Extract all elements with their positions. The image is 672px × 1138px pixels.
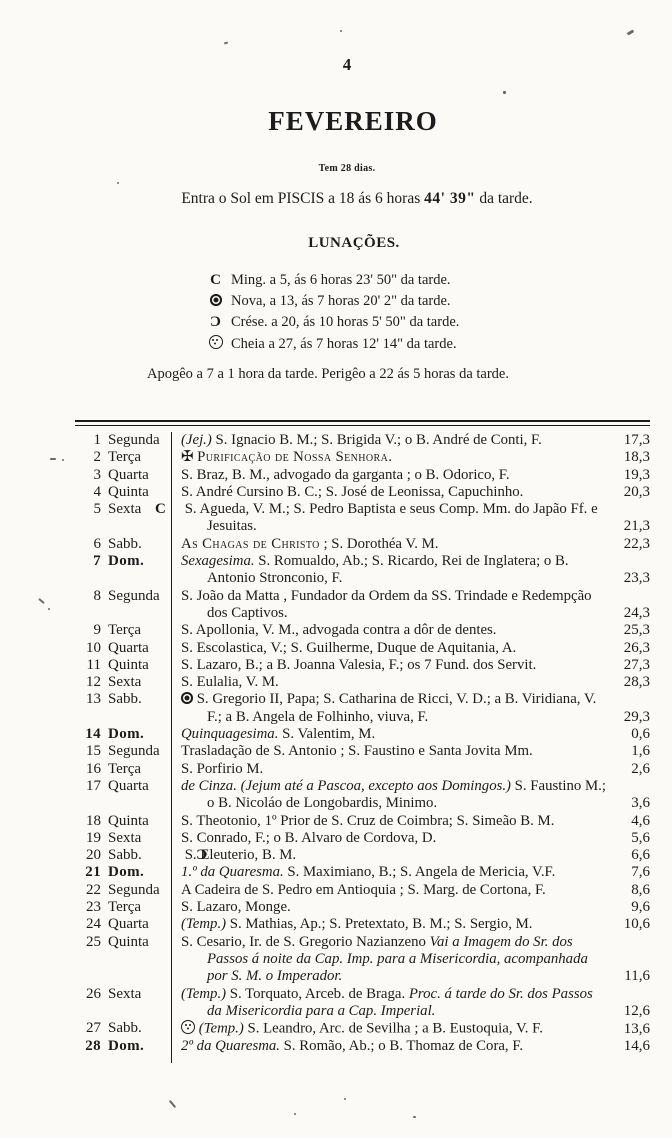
lunations-title: LUNAÇÕES. [308,235,400,251]
entry-text: S. Leandro, Arc. de Sevilha ; a B. Eustoquia, V. F. [243,1020,543,1037]
sun-entry-suffix: da tarde. [475,190,533,207]
entry-text: Sexagesima. [181,553,255,570]
weekday-label: Sabb. [108,847,142,864]
saints-entry [171,674,608,691]
saints-entry [171,899,608,916]
moon-age-value: 2,6 [631,760,650,777]
ink-speck [413,1116,416,1118]
sun-entry-time: 44' 39" [424,190,476,207]
weekday-label: Quarta [108,777,149,794]
moon-age-value: 23,3 [623,570,650,587]
crescent-moon-icon [210,315,221,330]
weekday-label: Dom. [108,726,145,743]
day-number: 3 [93,466,101,483]
weekday-label: Sexta [108,985,142,1002]
sun-entry-text: Entra o Sol em PISCIS a 18 ás 6 horas [181,190,425,207]
lunation-text: Ming. a 5, ás 6 horas 23' 50" da tarde. [231,272,451,288]
entry-text: S. Mathias, Ap.; S. Pretextato, B. M.; S. Sergio, M. [226,916,533,933]
day-number: 25 [86,933,101,950]
lunation-icon-box [207,272,224,289]
lunation-icon-box [207,293,224,310]
ink-speck [627,29,635,35]
day-number: 2 [93,449,101,466]
full-moon-icon [181,1020,195,1034]
moon-age-value: 19,3 [623,466,650,483]
moon-age-value: 0,6 [631,726,650,743]
day-number: 27 [86,1020,101,1037]
apogee-perigee-line: Apogêo a 7 a 1 hora da tarde. Perigêo a 22 ás 5 horas da tarde. [147,366,509,382]
moon-age-value: 24,3 [623,604,650,621]
day-number: 24 [86,916,101,933]
saints-entry [171,916,608,933]
entry-text: S. Theotonio, 1º Prior de S. Cruz de Coimbra; S. Simeão B. M. [181,812,555,829]
moon-age-value: 13,6 [623,1020,650,1037]
day-number: 8 [93,587,101,604]
saints-calendar-table [75,420,650,1063]
day-number: 6 [93,535,101,552]
lunation-text: Crése. a 20, ás 10 horas 5' 50" da tarde. [231,314,460,330]
moon-age-value: 18,3 [623,449,650,466]
weekday-label: Sexta [108,829,142,846]
day-number: 10 [86,639,101,656]
table-top-rule [75,420,650,426]
calendar-row [75,588,650,623]
moon-age-value: 20,3 [623,483,650,500]
ink-speck [48,608,50,610]
entry-text: 2º da Quaresma. [181,1037,280,1054]
ink-speck [294,1113,296,1115]
weekday-label: Sabb. [108,535,142,552]
calendar-row [75,899,650,916]
weekday-label: Segunda [108,743,160,760]
weekday-label: Quarta [108,916,149,933]
calendar-row [75,622,650,639]
entry-text: S. Torquato, Arceb. de Braga. [226,985,409,1002]
weekday-label: Quarta [108,466,149,483]
weekday-label: Sabb. [108,1020,142,1037]
calendar-rows [75,432,650,1055]
calendar-row [75,1020,650,1038]
lunation-icon-box [207,335,224,353]
entry-text: S. Eleuterio, B. M. [181,847,297,864]
entry-text: S. Romualdo, Ab.; S. Ricardo, Rei de Inglatera; o B. Antonio Stronconio, F. [207,553,569,587]
lunation-row [207,314,459,335]
calendar-row [75,761,650,778]
calendar-row [75,674,650,691]
lunation-row [207,293,459,314]
day-number: 12 [86,674,101,691]
lunations-list [207,272,459,356]
weekday-label: Sabb. [108,691,142,708]
weekday-label: Quarta [108,639,149,656]
entry-text: S. André Cursino B. C.; S. José de Leonissa, Capuchinho. [181,483,524,500]
calendar-row [75,726,650,743]
waning-moon-icon [210,273,221,288]
saints-entry [171,986,608,1021]
saints-entry [171,449,608,466]
lunation-row [207,335,459,356]
calendar-row [75,847,650,864]
calendar-row [75,813,650,830]
saints-entry [171,501,608,536]
entry-text: S. Valentim, M. [278,726,376,743]
entry-text: Quinquagesima. [181,726,279,743]
entry-text: S. Faustino M.; o B. Nicoláo de Longobardis, Minimo. [207,777,606,812]
entry-text: ; S. Dorothéa V. M. [319,535,439,552]
ink-speck [224,41,228,44]
moon-age-value: 1,6 [631,743,650,760]
moon-age-value: 11,6 [624,968,650,985]
day-number: 16 [86,760,101,777]
weekday-label: Quinta [108,933,149,950]
entry-text: S. Gregorio II, Papa; S. Catharina de Ricci, V. D.; a B. Viridiana, V. F.; a B. Angela de Folhinho, viuva, F. [193,691,597,725]
moon-age-value: 4,6 [631,812,650,829]
ink-speck [117,182,119,184]
calendar-row [75,778,650,813]
day-number: 20 [86,847,101,864]
weekday-label: Segunda [108,587,160,604]
entry-text: S. Porfirio M. [181,760,264,777]
moon-age-value: 8,6 [631,881,650,898]
moon-age-value: 9,6 [631,899,650,916]
calendar-row [75,467,650,484]
weekday-label: Sexta [108,674,142,691]
moon-age-value: 6,6 [631,847,650,864]
calendar-row [75,934,650,986]
entry-text: S. Romão, Ab.; o B. Thomaz de Cora, F. [279,1037,524,1054]
saints-entry [171,743,608,760]
calendar-row [75,1038,650,1055]
ink-speck [344,1098,346,1100]
moon-age-value: 21,3 [623,518,650,535]
entry-text: S. Lazaro, Monge. [181,899,291,916]
saints-entry [171,553,608,588]
calendar-row [75,536,650,553]
column-divider-tail [171,1055,650,1063]
moon-age-value: 12,6 [623,1002,650,1019]
saints-entry [171,640,608,657]
calendar-row [75,501,650,536]
entry-text: (Temp.) [181,985,227,1002]
moon-age-value: 10,6 [623,916,650,933]
saints-entry [171,778,608,813]
entry-text: de Cinza. (Jejum até a Pascoa, excepto aos Domingos.) [181,777,511,794]
lunation-text: Cheia a 27, ás 7 horas 12' 14" da tarde. [231,335,457,352]
weekday-label: Quinta [108,812,149,829]
day-number: 13 [86,691,101,708]
saints-entry [171,934,608,986]
entry-text: S. Braz, B. M., advogado da garganta ; o B. Odorico, F. [181,466,510,483]
saints-entry [171,432,608,449]
lunation-row [207,272,459,293]
ink-speck [503,91,506,94]
day-number: 9 [93,622,101,639]
calendar-row [75,882,650,899]
entry-text: Vai a Imagem do Sr. dos Passos á noite da Cap. Imp. para a Misericordia, acompanhada por S. M. o Imperador. [207,933,588,985]
calendar-row [75,691,650,726]
days-note: Tem 28 dias. [318,163,376,174]
day-number: 1 [93,432,101,448]
weekday-label: Quinta [108,656,149,673]
weekday-label: Segunda [108,881,160,898]
saints-entry [171,1038,608,1055]
day-number: 22 [86,881,101,898]
saints-entry [171,830,608,847]
moon-age-value: 26,3 [623,639,650,656]
weekday-label: Dom. [108,864,145,881]
calendar-row [75,830,650,847]
entry-text: S. João da Matta , Fundador da Ordem da SS. Trindade e Redempção dos Captivos. [181,587,592,621]
entry-text: S. Ignacio B. M.; S. Brigida V.; o B. André de Conti, F. [211,432,542,448]
moon-age-value: 7,6 [631,864,650,881]
day-number: 23 [86,899,101,916]
saints-entry [171,726,608,743]
day-number: 18 [86,812,101,829]
calendar-row [75,553,650,588]
saints-entry [171,467,608,484]
ink-speck [50,458,56,460]
day-number: 17 [86,777,101,794]
moon-age-value: 5,6 [631,829,650,846]
calendar-row [75,432,650,449]
entry-text: (Temp.) [195,1020,244,1037]
calendar-row [75,743,650,760]
new-moon-icon [181,692,193,704]
day-number: 14 [85,726,101,743]
ink-speck [38,598,45,604]
saints-entry [171,622,608,639]
sun-entry-line [42,190,672,208]
weekday-label: Terça [108,760,142,777]
saints-entry [171,761,608,778]
saints-entry [171,882,608,899]
saints-entry [171,588,608,623]
calendar-row [75,640,650,657]
entry-text: (Temp.) [181,916,227,933]
day-number: 7 [93,553,101,570]
moon-age-value: 17,3 [623,432,650,448]
entry-text: Proc. á tarde do Sr. dos Passos da Misericordia para a Cap. Imperial. [207,985,593,1019]
saints-entry [171,657,608,674]
saints-entry [171,691,608,726]
entry-text: A Cadeira de S. Pedro em Antioquia ; S. Marg. de Cortona, F. [181,881,546,898]
calendar-row [75,986,650,1021]
day-number: 11 [86,656,101,673]
entry-text: Trasladação de S. Antonio ; S. Faustino e Santa Jovita Mm. [181,743,533,760]
weekday-label: Dom. [108,553,145,570]
ink-speck [340,30,342,32]
page-number: 4 [342,55,352,74]
entry-text: S. Agueda, V. M.; S. Pedro Baptista e seus Comp. Mm. do Japão Ff. e Jesuitas. [181,501,598,535]
calendar-row [75,449,650,466]
entry-text: S. Maximiano, B.; S. Angela de Mericia, V.F. [283,864,556,881]
day-number: 4 [93,483,101,500]
moon-age-value: 28,3 [623,674,650,691]
moon-age-value: 22,3 [623,535,650,552]
calendar-row [75,916,650,933]
entry-text: As Chagas de Christo [181,535,320,552]
day-number: 5 [93,501,101,518]
entry-text: 1.º da Quaresma. [181,864,284,881]
moon-age-value: 3,6 [631,795,650,812]
entry-text: (Jej.) [181,432,212,448]
day-number: 28 [85,1037,101,1054]
weekday-label: Dom. [108,1037,145,1054]
moon-age-value: 14,6 [623,1037,650,1054]
saints-entry [171,1020,608,1038]
entry-text: S. Apollonia, V. M., advogada contra a dôr de dentes. [181,622,497,639]
saints-entry [171,484,608,501]
calendar-row [75,657,650,674]
weekday-label: Terça [108,622,142,639]
saints-entry [171,813,608,830]
day-number: 26 [86,985,101,1002]
day-number: 21 [85,864,101,881]
day-number: 15 [86,743,101,760]
moon-age-value: 27,3 [623,656,650,673]
entry-text: S. Cesario, Ir. de S. Gregorio Nazianzeno [181,933,430,950]
full-moon-icon [209,335,223,349]
entry-text: Purificação de Nossa Senhora. [197,449,393,466]
entry-text: S. Escolastica, V.; S. Guilherme, Duque de Aquitania, A. [181,639,517,656]
weekday-label: Sexta [108,501,142,518]
lunation-text: Nova, a 13, ás 7 horas 20' 2" da tarde. [231,293,451,309]
weekday-label: Terça [108,449,142,466]
calendar-row [75,864,650,881]
moon-age-value: 29,3 [623,708,650,725]
calendar-row [75,484,650,501]
new-moon-icon [210,294,222,306]
saints-entry [171,536,608,553]
month-title: FEVEREIRO [268,106,438,136]
moon-age-value: 25,3 [623,622,650,639]
lunation-icon-box [207,314,224,331]
saints-entry [171,864,608,881]
ink-speck [169,1100,176,1108]
entry-text: ✠ [181,449,198,466]
saints-entry [171,847,608,864]
weekday-label: Quinta [108,483,149,500]
weekday-label: Segunda [108,432,160,448]
weekday-label: Terça [108,899,142,916]
ink-speck [62,459,64,461]
entry-text: S. Conrado, F.; o B. Alvaro de Cordova, D. [181,829,437,846]
entry-text: S. Lazaro, B.; a B. Joanna Valesia, F.; os 7 Fund. dos Servit. [181,656,537,673]
day-number: 19 [86,829,101,846]
entry-text: S. Eulalia, V. M. [181,674,279,691]
